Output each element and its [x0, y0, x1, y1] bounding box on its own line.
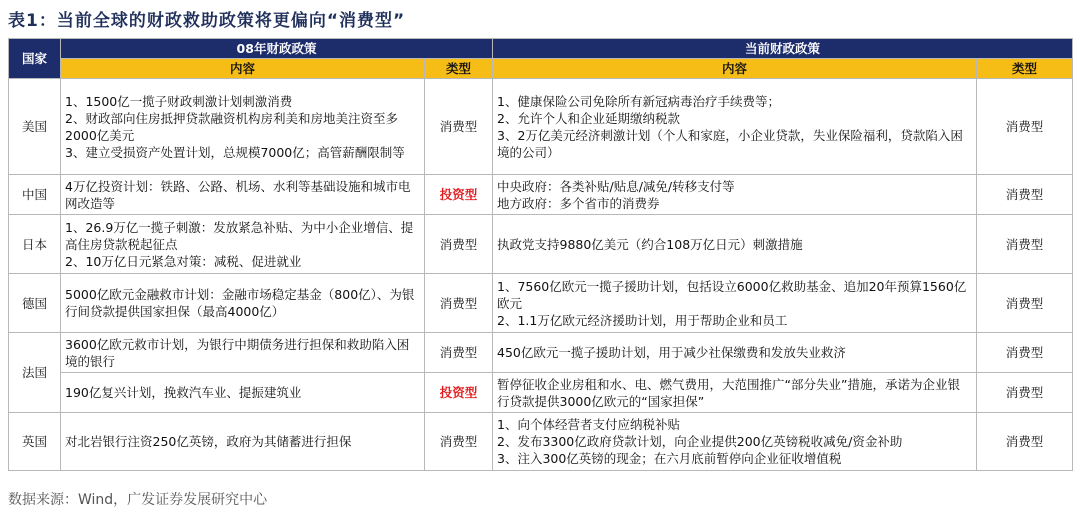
table-row	[9, 215, 1073, 274]
content-line: 2、发布3300亿政府贷款计划，向企业提供200亿英镑税收减免/资金补助	[497, 434, 903, 449]
old-type-cell: 投资型	[425, 373, 493, 413]
content-line: 2、允许个人和企业延期缴纳税款	[497, 110, 680, 126]
new-type-cell: 消费型	[977, 274, 1073, 333]
table-title: 表1：当前全球的财政救助政策将更偏向“消费型”	[8, 11, 406, 31]
header-current-type: 类型	[977, 59, 1073, 79]
new-type-cell: 消费型	[977, 175, 1073, 215]
content-line: 2、10万亿日元紧急对策：减税、促进就业	[65, 253, 302, 269]
content-line: 3、建立受损资产处置计划，总规模7000亿；高管薪酬限制等	[65, 144, 405, 160]
content-line: 4万亿投资计划：铁路、公路、机场、水利等基础设施和城市电网改造等	[65, 178, 411, 211]
new-type-cell: 消费型	[977, 413, 1073, 471]
header-country: 国家	[9, 39, 61, 79]
old-content-cell	[61, 215, 425, 274]
old-content-cell	[61, 175, 425, 215]
new-type-cell: 消费型	[977, 373, 1073, 413]
old-type-cell: 消费型	[425, 333, 493, 373]
old-content-cell	[61, 413, 425, 471]
data-source-note: 数据来源：Wind，广发证券发展研究中心	[8, 492, 268, 508]
content-line: 对北岩银行注资250亿英镑，政府为其储蓄进行担保	[65, 434, 352, 449]
old-type-cell: 消费型	[425, 215, 493, 274]
country-cell: 英国	[9, 413, 61, 471]
header-current-policy: 当前财政政策	[493, 39, 1073, 59]
old-type-cell: 投资型	[425, 175, 493, 215]
content-line: 1、1500亿一揽子财政刺激计划刺激消费	[65, 93, 293, 109]
content-line: 1、26.9万亿一揽子刺激：发放紧急补贴、为中小企业增信、提高住房贷款税起征点	[65, 219, 414, 252]
content-line: 2、财政部向住房抵押贷款融资机构房利美和房地美注资至多2000亿美元	[65, 110, 398, 143]
country-cell: 法国	[9, 333, 61, 413]
content-line: 1、7560亿欧元一揽子援助计划，包括设立6000亿救助基金、追加20年预算1560亿欧元	[497, 278, 967, 311]
content-line: 3、2万亿美元经济刺激计划（个人和家庭，小企业贷款，失业保险福利，贷款陷入困境的公司）	[497, 127, 963, 160]
country-cell: 美国	[9, 79, 61, 175]
table-row	[9, 413, 1073, 471]
content-line: 1、向个体经营者支付应纳税补贴	[497, 417, 680, 432]
old-content-cell	[61, 373, 425, 413]
content-line: 190亿复兴计划，挽救汽车业、提振建筑业	[65, 385, 302, 400]
table-row	[9, 175, 1073, 215]
header-2008-type: 类型	[425, 59, 493, 79]
new-content-cell	[493, 215, 977, 274]
new-type-cell: 消费型	[977, 215, 1073, 274]
content-line: 暂停征收企业房租和水、电、燃气费用，大范围推广“部分失业”措施，承诺为企业银行贷款提供3000亿欧元的“国家担保”	[497, 376, 960, 409]
new-content-cell	[493, 274, 977, 333]
table-row	[9, 373, 1073, 413]
new-content-cell	[493, 175, 977, 215]
content-line: 450亿欧元一揽子援助计划，用于减少社保缴费和发放失业救济	[497, 345, 846, 360]
old-content-cell	[61, 274, 425, 333]
header-current-content: 内容	[493, 59, 977, 79]
table-row	[9, 274, 1073, 333]
old-type-cell: 消费型	[425, 274, 493, 333]
country-cell: 中国	[9, 175, 61, 215]
old-content-cell	[61, 79, 425, 175]
header-2008-content: 内容	[61, 59, 425, 79]
new-content-cell	[493, 373, 977, 413]
content-line: 地方政府：多个省市的消费券	[497, 195, 660, 211]
table-row	[9, 79, 1073, 175]
table-row	[9, 333, 1073, 373]
header-2008-policy: 08年财政政策	[61, 39, 493, 59]
content-line: 2、1.1万亿欧元经济援助计划，用于帮助企业和员工	[497, 312, 788, 328]
new-content-cell	[493, 333, 977, 373]
content-line: 执政党支持9880亿美元（约合108万亿日元）刺激措施	[497, 236, 803, 252]
old-type-cell: 消费型	[425, 413, 493, 471]
content-line: 5000亿欧元金融救市计划：金融市场稳定基金（800亿）、为银行间贷款提供国家担保（最高4000亿）	[65, 287, 415, 319]
content-line: 1、健康保险公司免除所有新冠病毒治疗手续费等；	[497, 93, 780, 109]
new-content-cell	[493, 413, 977, 471]
country-cell: 日本	[9, 215, 61, 274]
content-line: 3600亿欧元救市计划，为银行中期债务进行担保和救助陷入困境的银行	[65, 336, 410, 369]
old-type-cell: 消费型	[425, 79, 493, 175]
old-content-cell	[61, 333, 425, 373]
new-type-cell: 消费型	[977, 333, 1073, 373]
new-content-cell	[493, 79, 977, 175]
policy-table	[8, 38, 1073, 471]
content-line: 中央政府：各类补贴/贴息/减免/转移支付等	[497, 178, 735, 194]
new-type-cell: 消费型	[977, 79, 1073, 175]
country-cell: 德国	[9, 274, 61, 333]
content-line: 3、注入300亿英镑的现金；在六月底前暂停向企业征收增值税	[497, 451, 842, 466]
